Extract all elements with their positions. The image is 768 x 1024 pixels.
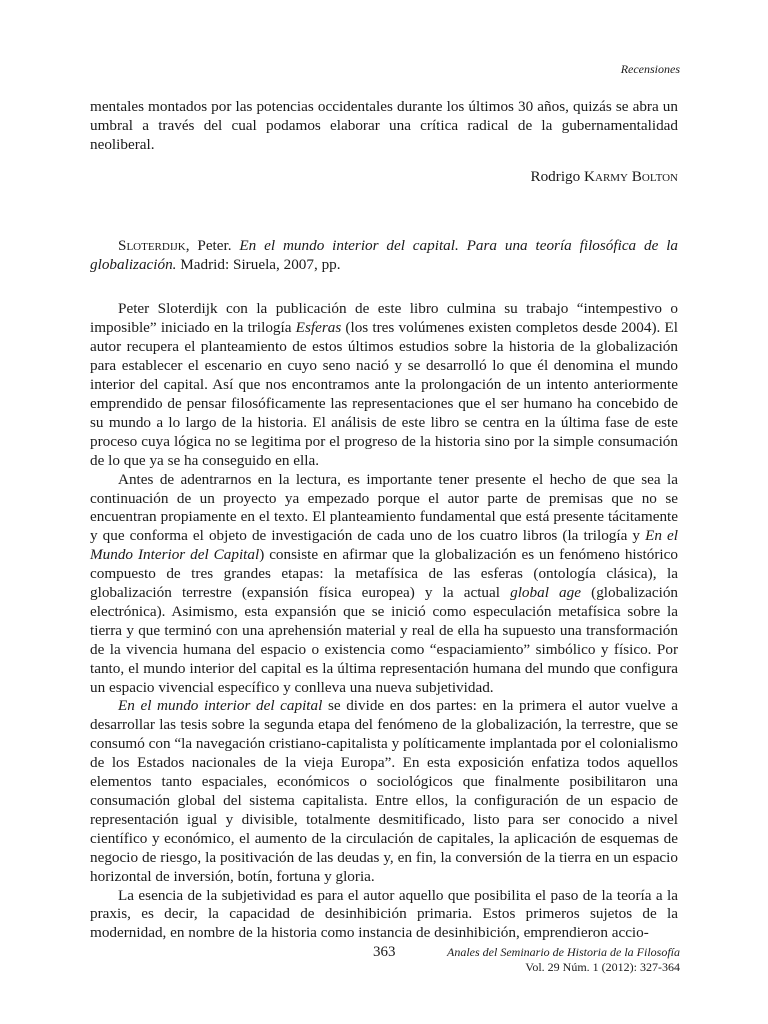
- paragraph-3: [90, 697, 678, 886]
- paragraph-1-text: Peter Sloterdijk con la publicación de este libro culmina su trabajo “intempestivo o imposible” iniciado en la trilogía: [90, 300, 678, 337]
- journal-volume: Vol. 29 Núm. 1 (2012): 327-364: [525, 960, 680, 974]
- bibliographic-reference: [90, 237, 678, 275]
- reference-first-name: , Peter.: [185, 236, 232, 254]
- paragraph-2-italic-global-age: global age: [510, 584, 581, 602]
- reference-publication: Madrid: Siruela, 2007, pp.: [180, 255, 341, 273]
- body-text: [90, 98, 678, 943]
- review-closing-paragraph: mentales montados por las potencias occidentales durante los últimos 30 años, quizás se abra un umbral a través del cual podamos elaborar una crítica radical de la gubernamentalidad neoliberal.: [90, 98, 678, 153]
- paragraph-1: [90, 300, 678, 470]
- page-number: 363: [373, 944, 396, 960]
- paragraph-3-text: se divide en dos partes: en la primera el autor vuelve a desarrollar las tesis sobre la segunda etapa del fenómeno de la globalización, la terrestre, que se consumó con “la navegación cristiano-capitalista y políticamente implantada por el colonialismo de los Estados nacionales de la vieja Europa”. En esta exposición enfatiza todos aquellos elementos tanto espaciales, económicos o sociológicos que finalmente posibilitaron una consumación global del sistema capitalista. Entre ellos, la configuración de un espacio de representación igual y divisible, totalmente desmitificado, listo para ser conocido a nivel científico y económico, el aumento de la circulación de capitales, la aplicación de esquemas de negocio de riesgo, la positivación de las deudas y, en fin, la conversión de la tierra en un espacio horizontal de inversión, botín, fortuna y gloria.: [90, 697, 678, 885]
- paragraph-1-italic: Esferas: [295, 319, 342, 337]
- reference-title: En el mundo interior del capital. Para una teoría filosófica de la globalización.: [90, 236, 679, 273]
- paragraph-2: [90, 471, 678, 698]
- paragraph-4: La esencia de la subjetividad es para el autor aquello que posibilita el paso de la teoría a la praxis, es decir, la capacidad de desinhibición primaria. Estos primeros sujetos de la modernidad, en nombre de la historia como instancia de desinhibición, emprendieron accio-: [90, 886, 678, 942]
- review-author: [90, 168, 678, 187]
- journal-citation: [447, 945, 680, 975]
- footer: [0, 944, 768, 984]
- paragraph-2-text-c: (globalización electrónica). Asimismo, esta expansión que se inició como especulación metafísica sobre la tierra y que terminó con una aprehensión material y real de ella ha supuesto una transformación de la vivencia humana del espacio o existencia como “espaciamiento” simbólico y físico. Por tanto, el mundo interior del capital es la última representación humana del mundo que configura un espacio vivencial específico y conlleva una nueva subjetividad.: [90, 584, 679, 696]
- journal-name: Anales del Seminario de Historia de la Filosofía: [447, 945, 680, 959]
- paragraph-3-italic-title: En el mundo interior del capital: [118, 697, 323, 715]
- paragraph-2-italic-title: En el Mundo Interior del Capital: [90, 527, 678, 564]
- paragraph-1-text-b: (los tres volúmenes existen completos desde 2004). El autor recupera el planteamiento de estos últimos estudios sobre la historia de la globalización para establecer el escenario en cuyo seno nació y se desarrolló lo que él denomina el mundo interior del capital. Así que nos encontramos ante la prolongación de un intento anteriormente emprendido de pensar filosóficamente las representaciones que el ser humano ha concebido de su mundo a lo largo de la historia. El análisis de este libro se centra en la última fase de este proceso cuya lógica no se legitima por el progreso de la historia sino por la simple consumación de lo que ya se ha conseguido en ella.: [90, 319, 678, 469]
- paragraph-2-text-b: ) consiste en afirmar que la globalización es un fenómeno histórico compuesto de tres grandes etapas: la metafísica de las esferas (ontología clásica), la globalización terrestre (expansión física europea) y la actual: [90, 546, 678, 602]
- reference-author: Sloterdijk: [118, 236, 186, 254]
- paragraph-2-text: Antes de adentrarnos en la lectura, es importante tener presente el hecho de que sea la continuación de un proyecto ya empezado porque el autor parte de premisas que no se encuentran propiamente en el texto. El planteamiento fundamental que está presente tácitamente y que conforma el objeto de investigación de cada uno de los cuatro libros (la trilogía y: [90, 470, 678, 545]
- author-last-name: Karmy Bolton: [584, 167, 678, 185]
- running-head: Recensiones: [620, 62, 680, 76]
- author-first-name: Rodrigo: [530, 167, 581, 185]
